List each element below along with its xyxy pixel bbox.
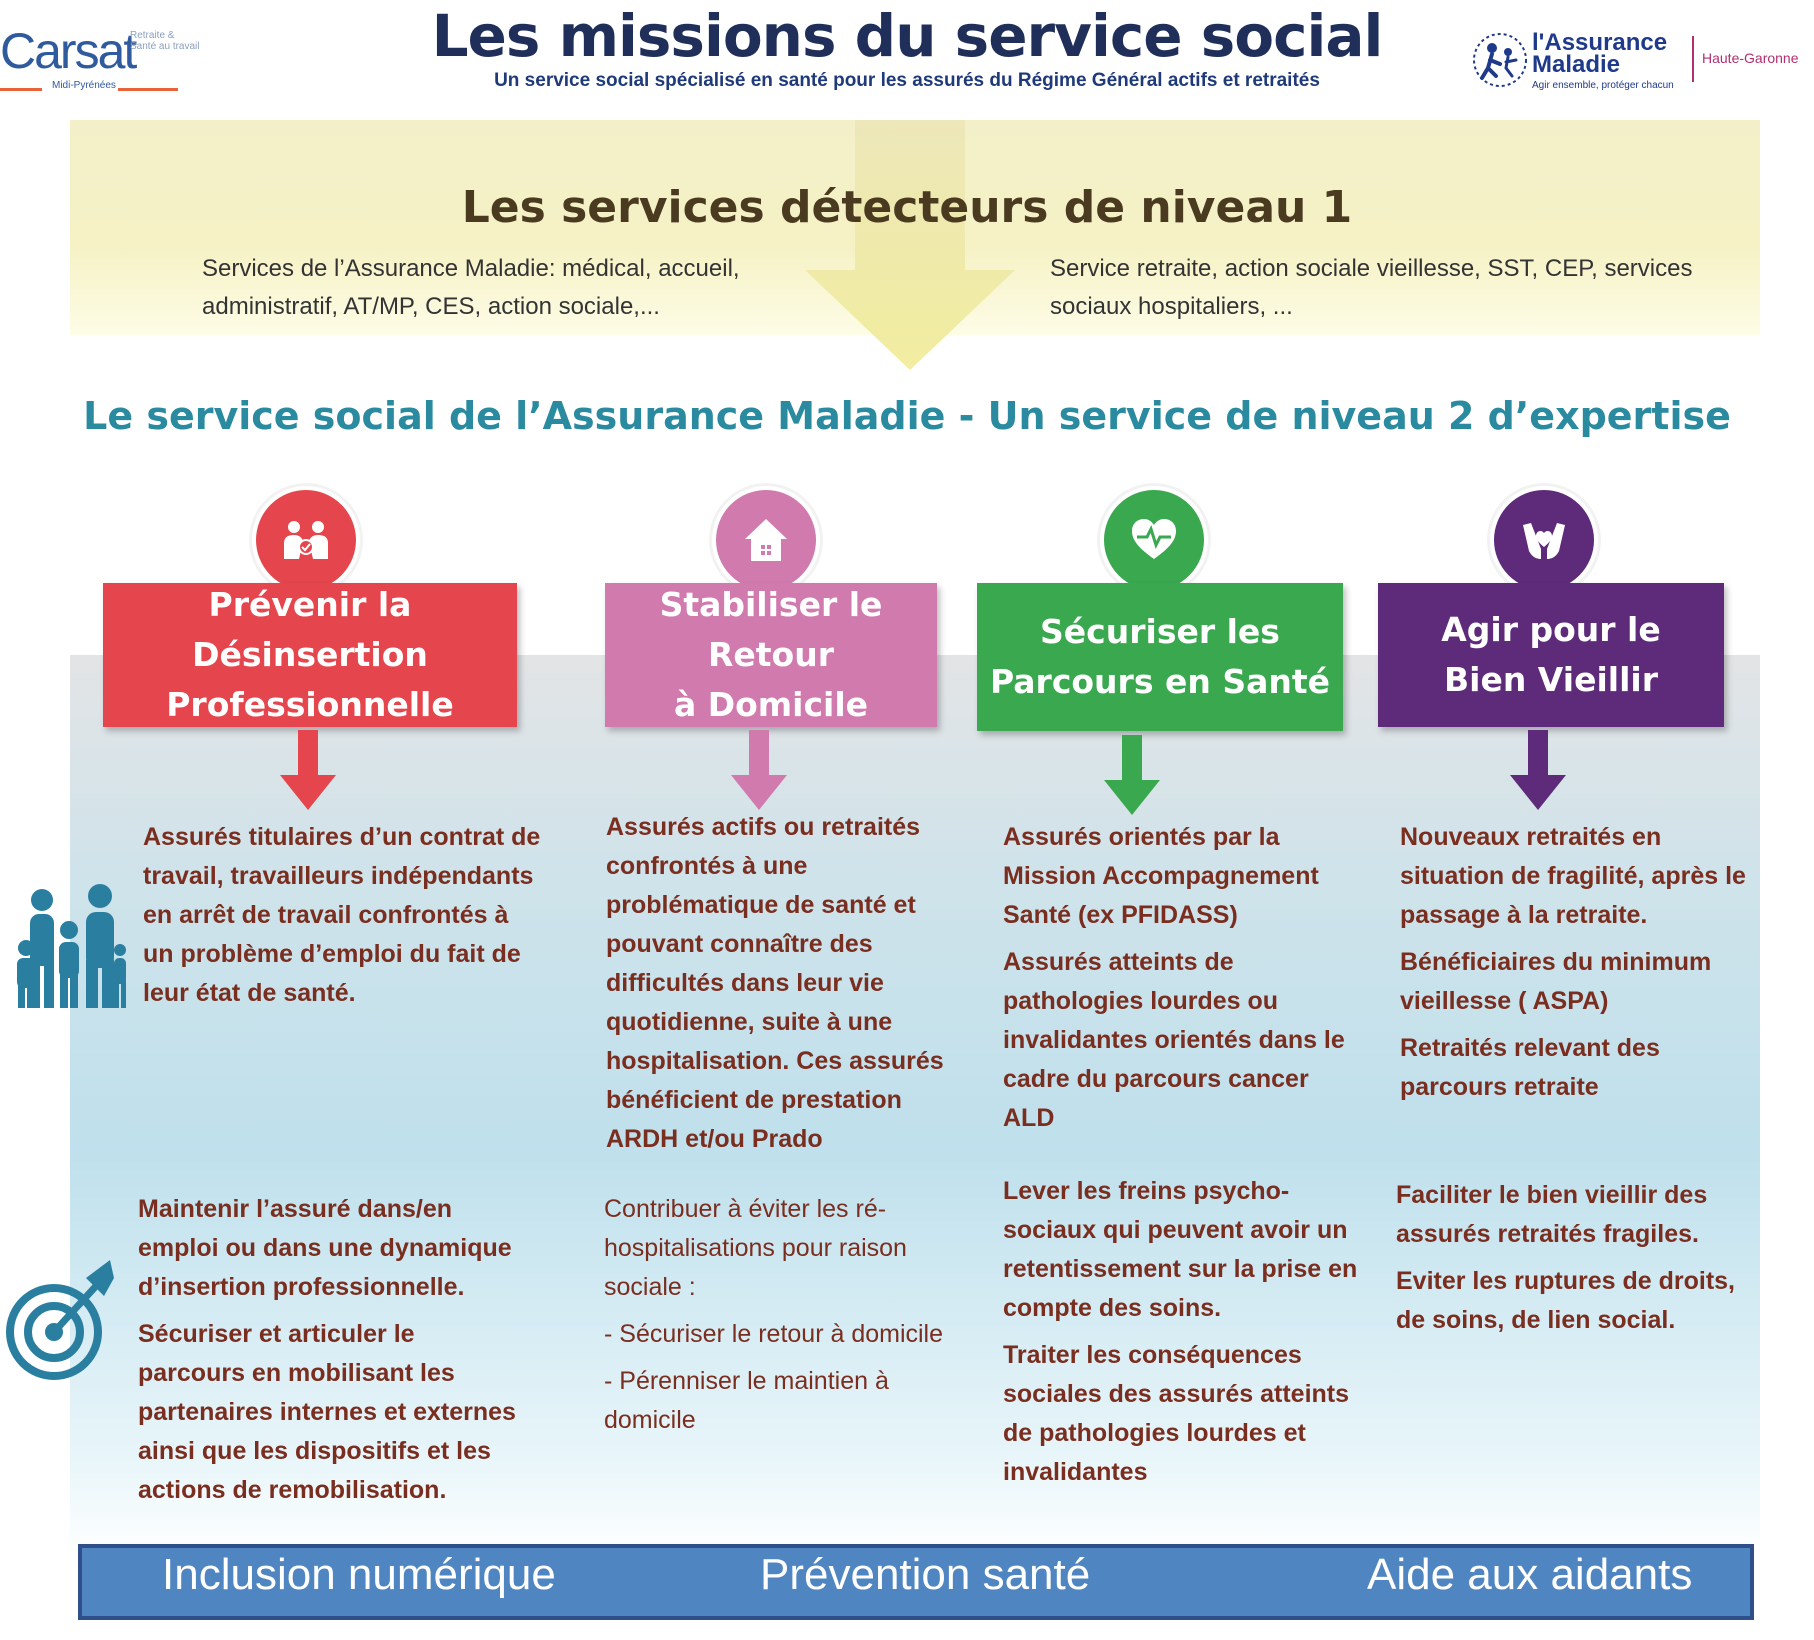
mission-3-title-line1: Sécuriser les	[1040, 612, 1280, 651]
mission-1-public-text	[143, 818, 543, 1021]
mission-3-title-box	[977, 583, 1343, 731]
mission-1-objective-line: Maintenir l’assuré dans/en emploi ou dans une dynamique d’insertion professionnelle.	[138, 1195, 512, 1301]
mission-3-icon-circle	[1100, 486, 1208, 594]
people-handshake-icon	[281, 515, 331, 565]
mission-2-title-box	[605, 583, 937, 727]
level2-title: Le service social de l’Assurance Maladie - Un service de niveau 2 d’expertise	[83, 394, 1731, 438]
bottom-item-aidants: Aide aux aidants	[1367, 1550, 1693, 1599]
hands-heart-icon	[1519, 515, 1569, 565]
mission-1-down-arrow	[278, 730, 338, 810]
level1-right-text: Service retraite, action sociale vieillesse, SST, CEP, services sociaux hospitaliers, ...	[1050, 255, 1693, 320]
mission-2-icon-circle	[712, 486, 820, 594]
assurance-maladie-region: Haute-Garonne	[1702, 50, 1799, 66]
bottom-item-prevention: Prévention santé	[760, 1550, 1091, 1599]
level-flow-arrow	[800, 120, 1020, 370]
am-name-line2: Maladie	[1532, 51, 1621, 78]
assurance-maladie-name	[1532, 29, 1668, 78]
mission-1-title-line2: Professionnelle	[166, 685, 454, 724]
carsat-logo-word: Carsat	[0, 23, 136, 79]
mission-4-title-box	[1378, 583, 1724, 727]
mission-4-objectives-text	[1396, 1176, 1746, 1348]
carsat-logo-region: Midi-Pyrénées	[52, 80, 116, 91]
mission-2-objective-line: - Pérenniser le maintien à domicile	[604, 1367, 889, 1434]
mission-1-title-line1: Prévenir la Désinsertion	[192, 585, 428, 674]
mission-4-title-line1: Agir pour le	[1441, 610, 1661, 649]
mission-4-public-line: Retraités relevant des parcours retraite	[1400, 1034, 1660, 1101]
heart-pulse-icon	[1129, 515, 1179, 565]
running-figures-icon	[1470, 30, 1530, 90]
page-title: Les missions du service social	[431, 2, 1383, 70]
mission-3-public-line: Assurés orientés par la Mission Accompagnement Santé (ex PFIDASS)	[1003, 823, 1319, 929]
mission-4-public-line: Nouveaux retraités en situation de fragilité, après le passage à la retraite.	[1400, 823, 1746, 929]
mission-1-objective-line: Sécuriser et articuler le parcours en mobilisant les partenaires internes et externes ainsi que les dispositifs et les actions de remobilisation.	[138, 1320, 516, 1504]
page-subtitle: Un service social spécialisé en santé pour les assurés du Régime Général actifs et retraités	[494, 70, 1320, 91]
mission-3-public-text	[1003, 818, 1363, 1146]
mission-2-down-arrow	[729, 730, 789, 810]
mission-2-objective-line: Contribuer à éviter les ré-hospitalisations pour raison sociale :	[604, 1195, 907, 1301]
assurance-maladie-tagline: Agir ensemble, protéger chacun	[1532, 80, 1674, 91]
mission-4-title-line2: Bien Vieillir	[1443, 660, 1658, 699]
mission-3-title-line2: Parcours en Santé	[989, 662, 1331, 701]
level1-left-text: Services de l’Assurance Maladie: médical, accueil, administratif, AT/MP, CES, action sociale,...	[202, 255, 740, 320]
mission-3-objectives-text	[1003, 1172, 1363, 1500]
mission-4-objective-line: Eviter les ruptures de droits, de soins, de lien social.	[1396, 1267, 1735, 1334]
mission-3-objective-line: Lever les freins psycho-sociaux qui peuvent avoir un retentissement sur la prise en compte des soins.	[1003, 1177, 1358, 1322]
mission-4-down-arrow	[1508, 730, 1568, 810]
mission-1-title-box	[103, 583, 517, 727]
logo-separator	[1692, 36, 1694, 82]
mission-3-down-arrow	[1102, 735, 1162, 815]
mission-2-title-line2: à Domicile	[673, 685, 869, 724]
assurance-maladie-logo	[1470, 30, 1800, 100]
mission-2-public-line: Assurés actifs ou retraités confrontés à une problématique de santé et pouvant connaître des difficultés dans leur vie quotidienne, suite à une hospitalisation. Ces assurés bénéficient de prestation ARDH et/ou Prado	[606, 813, 944, 1153]
mission-1-public-line: Assurés titulaires d’un contrat de travail, travailleurs indépendants en arrêt de travail confrontés à un problème d’emploi du fait de leur état de santé.	[143, 823, 541, 1007]
target-icon	[4, 1256, 116, 1388]
mission-2-title-line1: Stabiliser le Retour	[659, 585, 883, 674]
mission-1-objectives-text	[138, 1190, 528, 1518]
mission-4-icon-circle	[1490, 486, 1598, 594]
level1-title: Les services détecteurs de niveau 1	[461, 182, 1353, 233]
family-icon	[14, 872, 126, 1008]
mission-2-public-text	[606, 808, 946, 1167]
mission-3-public-line: Assurés atteints de pathologies lourdes ou invalidantes orientés dans le cadre du parcours cancer ALD	[1003, 948, 1345, 1132]
carsat-logo-side-text: Retraite & Santé au travail	[130, 30, 200, 52]
mission-4-public-line: Bénéficiaires du minimum vieillesse ( ASPA)	[1400, 948, 1712, 1015]
mission-1-icon-circle	[252, 486, 360, 594]
mission-4-public-text	[1400, 818, 1750, 1115]
am-name-line1: l'Assurance	[1532, 29, 1668, 56]
bottom-item-inclusion: Inclusion numérique	[162, 1550, 556, 1599]
house-icon	[741, 515, 791, 565]
mission-3-objective-line: Traiter les conséquences sociales des assurés atteints de pathologies lourdes et invalidantes	[1003, 1341, 1350, 1486]
mission-4-objective-line: Faciliter le bien vieillir des assurés retraités fragiles.	[1396, 1181, 1708, 1248]
mission-2-objective-line: - Sécuriser le retour à domicile	[604, 1320, 944, 1348]
mission-2-objectives-text	[604, 1190, 944, 1448]
